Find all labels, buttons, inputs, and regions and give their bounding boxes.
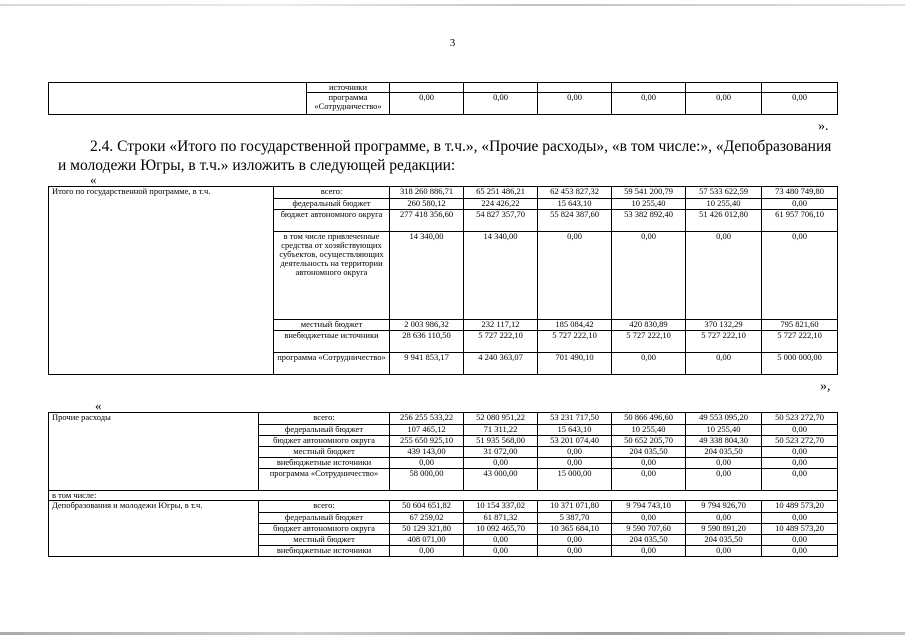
cell-value: 439 143,00 [390, 447, 464, 458]
table-continuation [48, 82, 838, 115]
row-label: внебюджетные источники [274, 331, 390, 353]
table-row [49, 83, 838, 93]
cell-value: 370 132,29 [686, 320, 762, 331]
cell-value: 10 489 573,20 [762, 501, 838, 513]
cell-value: 0,00 [762, 232, 838, 320]
cell-value: 107 465,12 [390, 425, 464, 436]
cell-value: 0,00 [686, 232, 762, 320]
cell-value: 9 590 891,20 [686, 524, 762, 535]
cell-value: 9 794 743,10 [612, 501, 686, 513]
cell-value: 55 824 387,60 [538, 210, 612, 232]
cell-value: 4 240 363,07 [464, 353, 538, 375]
cell-value: 5 727 222,10 [464, 331, 538, 353]
cell-value: 73 480 749,80 [762, 187, 838, 199]
cell-value: 0,00 [686, 546, 762, 557]
cell-value: 52 080 951,22 [464, 413, 538, 425]
cell-value: 50 866 496,60 [612, 413, 686, 425]
cell-value: 0,00 [390, 93, 464, 115]
cell-value: 10 255,40 [612, 425, 686, 436]
row-label: всего: [259, 413, 390, 425]
cell-value: 420 830,89 [612, 320, 686, 331]
cell-value: 10 255,40 [612, 199, 686, 210]
including-label: в том числе: [49, 491, 838, 501]
cell-value: 10 371 071,80 [538, 501, 612, 513]
cell-value: 15 643,10 [538, 199, 612, 210]
row-label: программа «Сотрудничество» [259, 469, 390, 491]
cell-value [390, 83, 464, 93]
cell-value: 28 636 110,50 [390, 331, 464, 353]
row-group-title [49, 83, 307, 115]
cell-value: 50 604 651,82 [390, 501, 464, 513]
cell-value: 0,00 [538, 458, 612, 469]
cell-value: 61 871,32 [464, 513, 538, 524]
cell-value: 0,00 [686, 353, 762, 375]
cell-value: 15 643,10 [538, 425, 612, 436]
cell-value: 14 340,00 [464, 232, 538, 320]
cell-value: 0,00 [762, 513, 838, 524]
cell-value: 0,00 [686, 458, 762, 469]
cell-value [612, 83, 686, 93]
cell-value: 54 827 357,70 [464, 210, 538, 232]
cell-value: 5 727 222,10 [538, 331, 612, 353]
amendment-paragraph [58, 137, 848, 175]
row-label: программа «Сотрудничество» [307, 93, 390, 115]
table-row-including [49, 491, 838, 501]
row-label: местный бюджет [259, 447, 390, 458]
cell-value: 0,00 [464, 93, 538, 115]
cell-value: 59 541 200,79 [612, 187, 686, 199]
row-label: бюджет автономного округа [274, 210, 390, 232]
cell-value: 71 311,22 [464, 425, 538, 436]
row-group-title: Депобразования и молодежи Югры, в т.ч. [49, 501, 259, 557]
row-group-title: Итого по государственной программе, в т.ч. [49, 187, 274, 375]
row-group-title: Прочие расходы [49, 413, 259, 491]
cell-value: 0,00 [762, 447, 838, 458]
scan-artifact-bottom [0, 632, 905, 635]
cell-value: 67 259,02 [390, 513, 464, 524]
cell-value: 260 580,12 [390, 199, 464, 210]
cell-value: 0,00 [464, 546, 538, 557]
cell-value: 0,00 [612, 93, 686, 115]
row-label: федеральный бюджет [274, 199, 390, 210]
open-quote-2: « [95, 398, 102, 413]
cell-value: 62 453 827,32 [538, 187, 612, 199]
page-number: 3 [449, 37, 456, 49]
paragraph-line-2: и молодежи Югры, в т.ч.» изложить в следующей редакции: [58, 157, 456, 174]
cell-value: 0,00 [762, 458, 838, 469]
row-label: всего: [274, 187, 390, 199]
cell-value: 701 490,10 [538, 353, 612, 375]
cell-value: 0,00 [612, 469, 686, 491]
table-row [49, 413, 838, 425]
cell-value [686, 83, 762, 93]
row-label: местный бюджет [259, 535, 390, 546]
cell-value: 9 941 853,17 [390, 353, 464, 375]
cell-value: 10 255,40 [686, 199, 762, 210]
row-label: программа «Сотрудничество» [274, 353, 390, 375]
cell-value: 50 652 205,70 [612, 436, 686, 447]
cell-value: 795 821,60 [762, 320, 838, 331]
cell-value: 61 957 706,10 [762, 210, 838, 232]
cell-value: 9 794 926,70 [686, 501, 762, 513]
cell-value: 0,00 [390, 546, 464, 557]
cell-value: 204 035,50 [686, 535, 762, 546]
cell-value: 0,00 [538, 447, 612, 458]
cell-value: 2 003 986,32 [390, 320, 464, 331]
row-label: в том числе привлеченные средства от хозяйствующих субъектов, осуществляющих деятельность на территории автономного округа [274, 232, 390, 320]
cell-value: 0,00 [762, 535, 838, 546]
cell-value: 5 387,70 [538, 513, 612, 524]
row-label: всего: [259, 501, 390, 513]
cell-value: 0,00 [686, 513, 762, 524]
cell-value [538, 83, 612, 93]
cell-value: 10 255,40 [686, 425, 762, 436]
row-label: внебюджетные источники [259, 458, 390, 469]
cell-value: 318 260 886,71 [390, 187, 464, 199]
cell-value: 57 533 622,59 [686, 187, 762, 199]
cell-value: 14 340,00 [390, 232, 464, 320]
cell-value: 5 727 222,10 [612, 331, 686, 353]
cell-value: 51 935 568,00 [464, 436, 538, 447]
row-label: федеральный бюджет [259, 513, 390, 524]
cell-value: 277 418 356,60 [390, 210, 464, 232]
cell-value: 0,00 [538, 535, 612, 546]
row-label: бюджет автономного округа [259, 436, 390, 447]
cell-value: 0,00 [612, 546, 686, 557]
cell-value: 204 035,50 [612, 447, 686, 458]
cell-value: 43 000,00 [464, 469, 538, 491]
row-label: местный бюджет [274, 320, 390, 331]
closing-quote-1: ». [818, 119, 829, 134]
cell-value: 0,00 [538, 546, 612, 557]
cell-value: 50 129 321,80 [390, 524, 464, 535]
cell-value: 10 092 465,70 [464, 524, 538, 535]
row-label: федеральный бюджет [259, 425, 390, 436]
cell-value: 0,00 [762, 199, 838, 210]
cell-value: 31 072,00 [464, 447, 538, 458]
paragraph-line-1: 2.4. Строки «Итого по государственной программе, в т.ч.», «Прочие расходы», «в том числе:», «Депобразования [90, 138, 832, 155]
cell-value: 50 523 272,70 [762, 436, 838, 447]
cell-value: 53 231 717,50 [538, 413, 612, 425]
cell-value: 408 071,00 [390, 535, 464, 546]
cell-value: 0,00 [612, 353, 686, 375]
cell-value: 0,00 [762, 425, 838, 436]
cell-value: 49 553 095,20 [686, 413, 762, 425]
cell-value: 224 426,22 [464, 199, 538, 210]
table-other-expenses [48, 412, 838, 557]
table-row [49, 501, 838, 513]
cell-value: 0,00 [612, 458, 686, 469]
cell-value: 0,00 [538, 93, 612, 115]
cell-value: 0,00 [762, 546, 838, 557]
cell-value [464, 83, 538, 93]
cell-value: 204 035,50 [686, 447, 762, 458]
cell-value: 0,00 [686, 469, 762, 491]
cell-value: 0,00 [762, 93, 838, 115]
cell-value: 50 523 272,70 [762, 413, 838, 425]
row-label: бюджет автономного округа [259, 524, 390, 535]
cell-value: 65 251 486,21 [464, 187, 538, 199]
cell-value: 15 000,00 [538, 469, 612, 491]
cell-value: 53 201 074,40 [538, 436, 612, 447]
row-label: внебюджетные источники [259, 546, 390, 557]
cell-value: 58 000,00 [390, 469, 464, 491]
cell-value: 10 489 573,20 [762, 524, 838, 535]
cell-value: 0,00 [686, 93, 762, 115]
cell-value: 5 727 222,10 [762, 331, 838, 353]
row-label: источники [307, 83, 390, 93]
cell-value: 0,00 [464, 535, 538, 546]
cell-value: 0,00 [464, 458, 538, 469]
cell-value: 10 365 684,10 [538, 524, 612, 535]
cell-value: 185 084,42 [538, 320, 612, 331]
cell-value [762, 83, 838, 93]
cell-value: 0,00 [390, 458, 464, 469]
cell-value: 0,00 [538, 232, 612, 320]
cell-value: 5 727 222,10 [686, 331, 762, 353]
cell-value: 0,00 [612, 513, 686, 524]
cell-value: 204 035,50 [612, 535, 686, 546]
cell-value: 51 426 012,80 [686, 210, 762, 232]
cell-value: 255 650 925,10 [390, 436, 464, 447]
cell-value: 49 338 804,30 [686, 436, 762, 447]
closing-quote-2: », [820, 379, 831, 394]
scan-artifact-top [0, 4, 905, 6]
cell-value: 0,00 [612, 232, 686, 320]
cell-value: 0,00 [762, 469, 838, 491]
table-program-total [48, 186, 838, 375]
open-quote-1: « [90, 172, 97, 187]
table-row [49, 187, 838, 199]
cell-value: 5 000 000,00 [762, 353, 838, 375]
cell-value: 232 117,12 [464, 320, 538, 331]
cell-value: 53 382 892,40 [612, 210, 686, 232]
cell-value: 10 154 337,02 [464, 501, 538, 513]
cell-value: 256 255 533,22 [390, 413, 464, 425]
cell-value: 9 590 707,60 [612, 524, 686, 535]
